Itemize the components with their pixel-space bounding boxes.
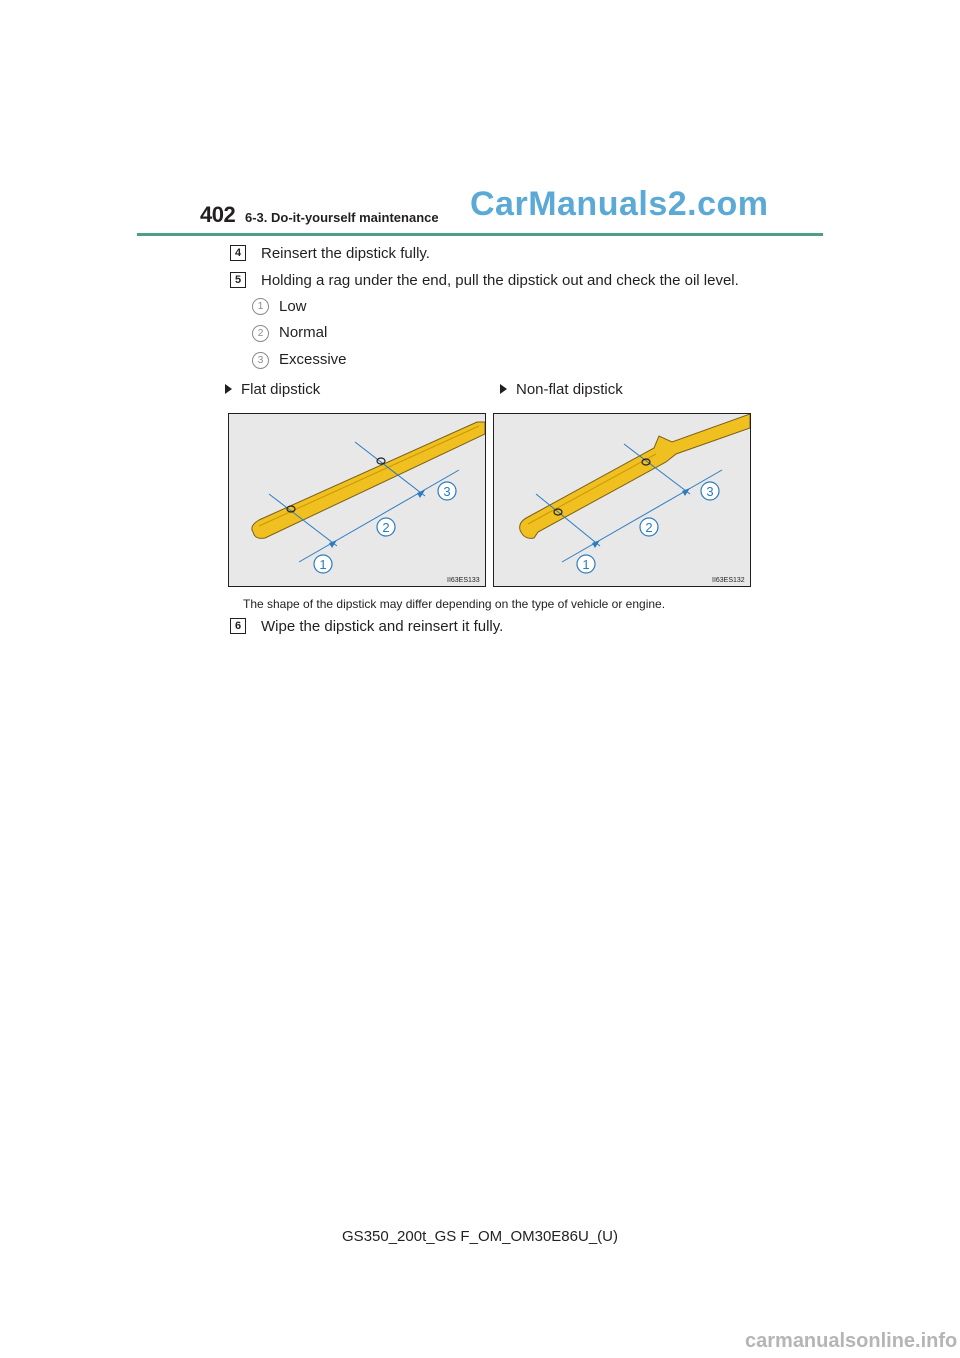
level-label-low: Low bbox=[279, 298, 307, 315]
step-badge-6: 6 bbox=[230, 618, 246, 634]
section-title: 6-3. Do-it-yourself maintenance bbox=[245, 210, 439, 225]
step-text-6: Wipe the dipstick and reinsert it fully. bbox=[261, 618, 504, 635]
triangle-bullet-icon bbox=[500, 384, 507, 394]
figure-label-nonflat-text: Non-flat dipstick bbox=[516, 381, 623, 398]
step-text-4: Reinsert the dipstick fully. bbox=[261, 245, 430, 262]
level-number-1: 1 bbox=[252, 298, 269, 315]
marker-number-3: 3 bbox=[706, 484, 714, 499]
dipstick-highlight bbox=[528, 454, 656, 524]
marker-number-2: 2 bbox=[645, 520, 653, 535]
dimension-line bbox=[562, 470, 722, 562]
figure-label-flat bbox=[225, 381, 320, 398]
figure-nonflat-dipstick bbox=[493, 413, 751, 587]
step-text-5: Holding a rag under the end, pull the dipstick out and check the oil level. bbox=[261, 272, 739, 289]
step-badge-4: 4 bbox=[230, 245, 246, 261]
marker-number-1: 1 bbox=[582, 557, 590, 572]
triangle-bullet-icon bbox=[225, 384, 232, 394]
level-number-2: 2 bbox=[252, 325, 269, 342]
figure-code: II63ES133 bbox=[447, 577, 480, 584]
marker-number-1: 1 bbox=[319, 557, 327, 572]
figure-label-nonflat bbox=[500, 381, 623, 398]
figure-flat-dipstick bbox=[228, 413, 486, 587]
figure-caption: The shape of the dipstick may differ depending on the type of vehicle or engine. bbox=[243, 597, 666, 611]
marker-number-3: 3 bbox=[443, 484, 451, 499]
level-label-normal: Normal bbox=[279, 324, 328, 341]
level-number-3: 3 bbox=[252, 352, 269, 369]
step-badge-5: 5 bbox=[230, 272, 246, 288]
site-watermark-link[interactable]: carmanualsonline.info bbox=[745, 1330, 958, 1352]
marker-number-2: 2 bbox=[382, 520, 390, 535]
footer-model-code: GS350_200t_GS F_OM_OM30E86U_(U) bbox=[342, 1228, 618, 1245]
level-label-excessive: Excessive bbox=[279, 351, 347, 368]
figure-code: II63ES132 bbox=[712, 577, 745, 584]
header-rule bbox=[137, 233, 823, 236]
figure-label-flat-text: Flat dipstick bbox=[241, 381, 321, 398]
page-number: 402 bbox=[200, 202, 236, 227]
watermark-link[interactable]: CarManuals2.com bbox=[470, 185, 769, 223]
level-mark bbox=[377, 458, 385, 464]
arrow-icon bbox=[592, 540, 600, 548]
